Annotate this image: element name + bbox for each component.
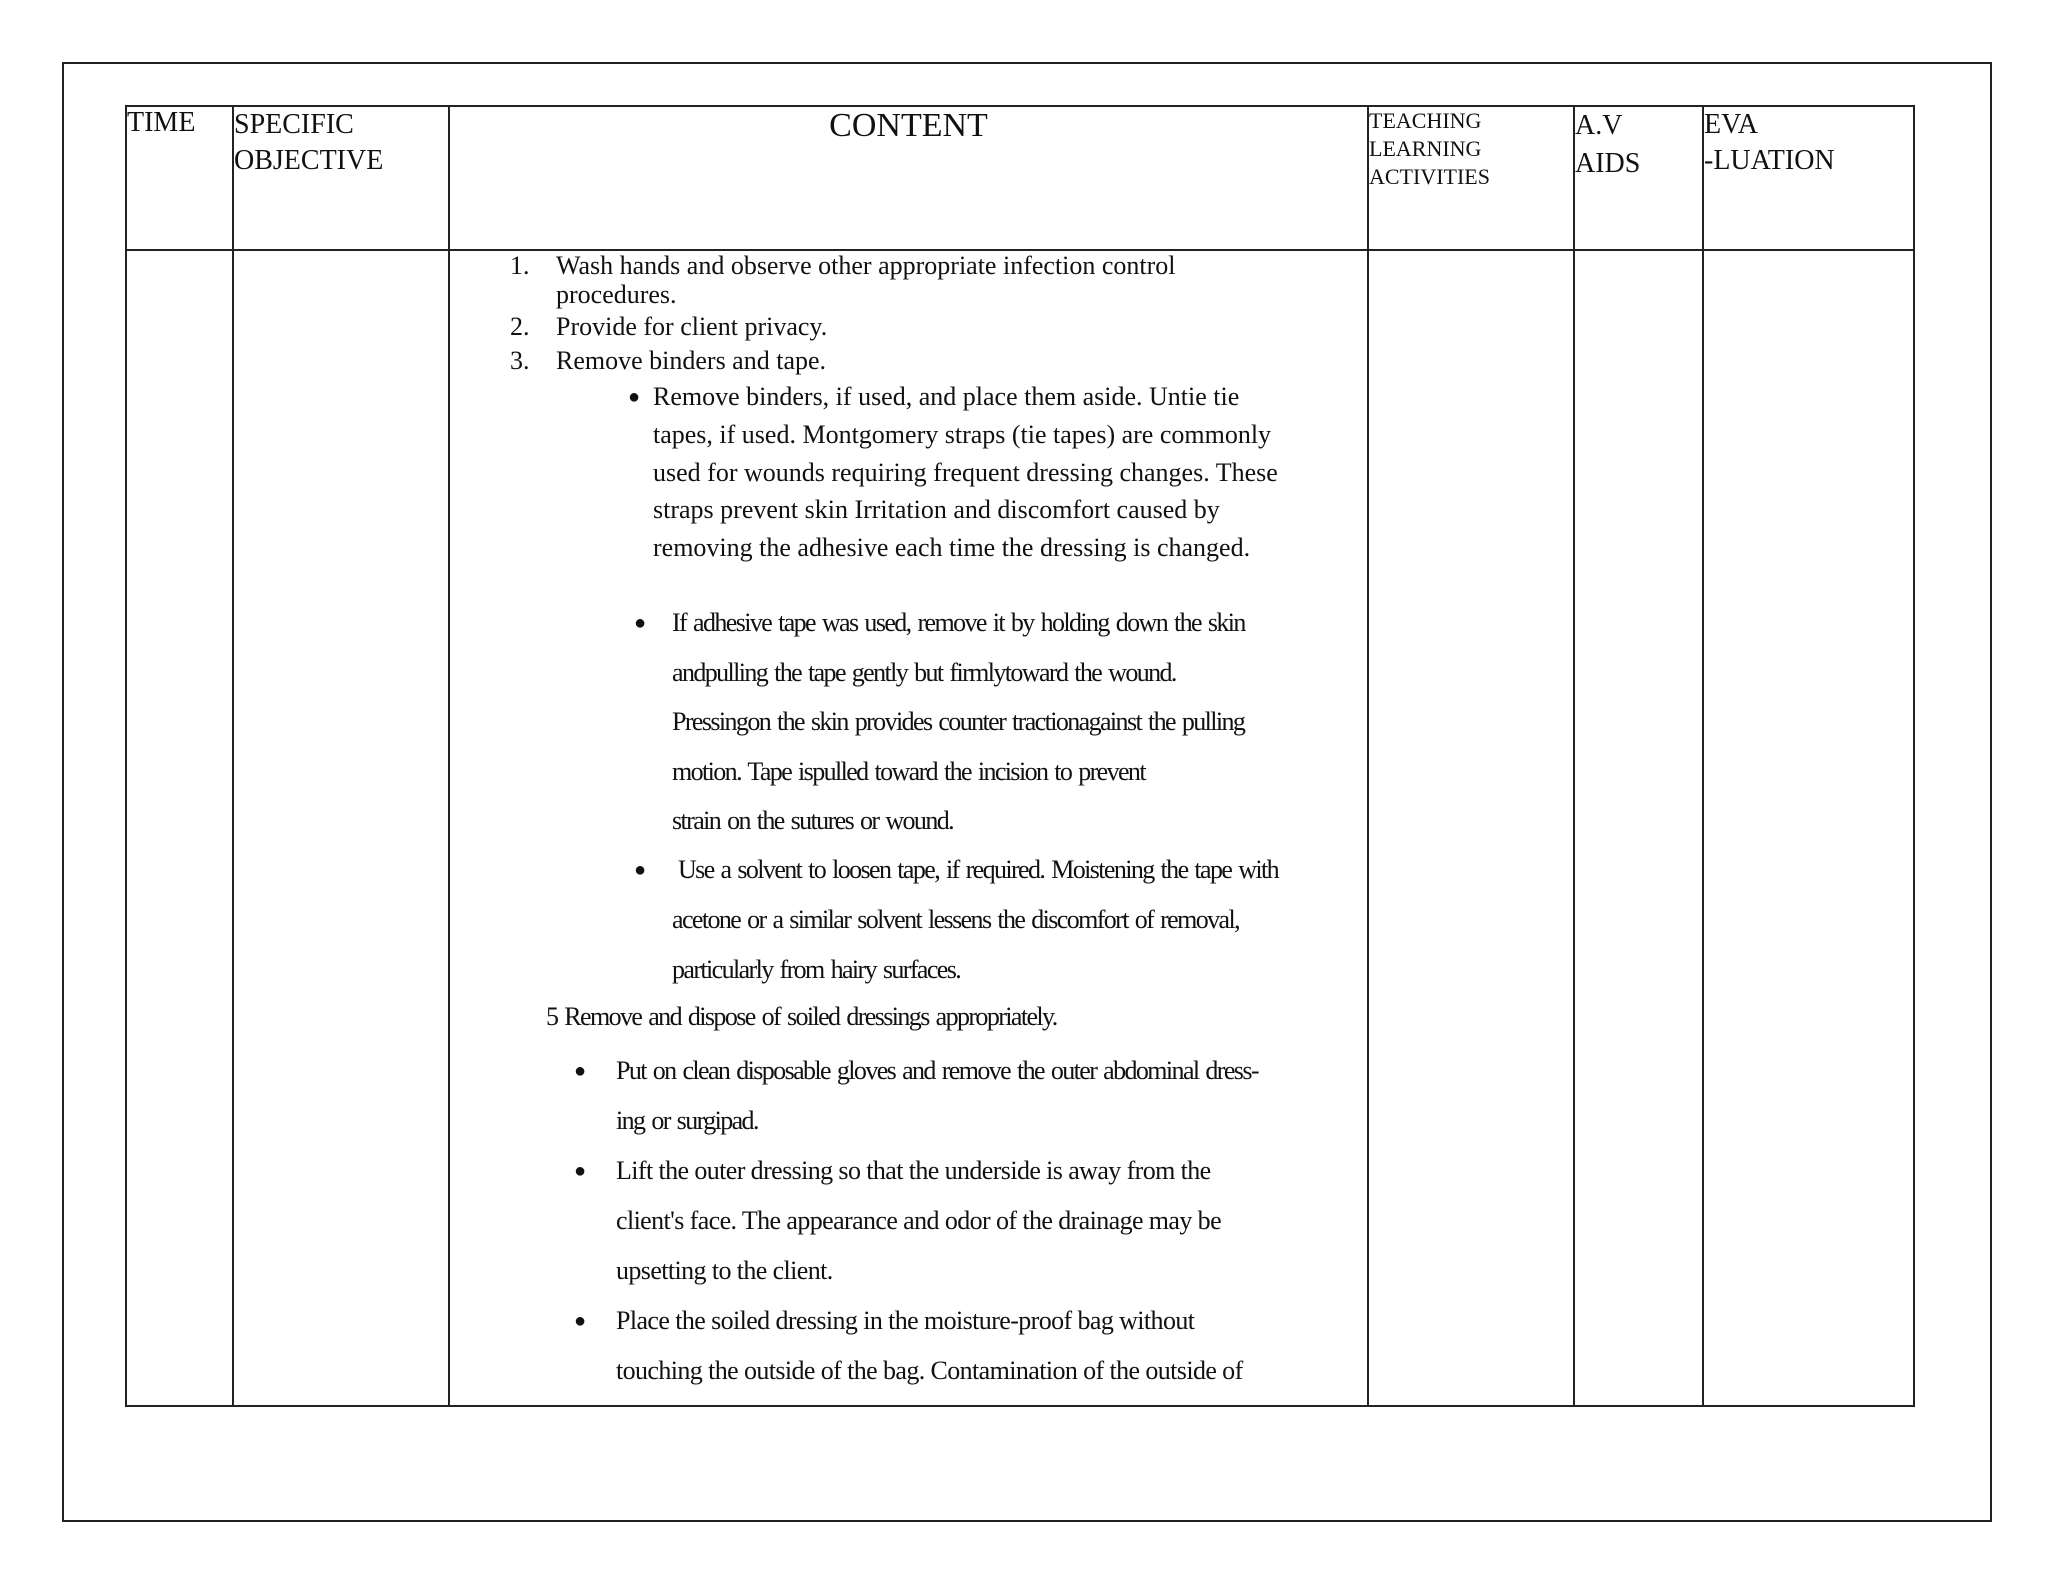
evaluation-cell <box>1703 250 1914 1406</box>
bullet-icon: ● <box>634 612 647 634</box>
lesson-plan-table <box>125 105 1915 1407</box>
bullet-text: Place the soiled dressing in the moisture-proof bag without <box>616 1306 1195 1335</box>
step-text: 5 Remove and dispose of soiled dressings appropriately. <box>546 1002 1057 1031</box>
step-number: 3. <box>510 346 530 375</box>
header-time: TIME <box>126 106 233 250</box>
bullet-text: strain on the sutures or wound. <box>672 806 954 835</box>
bullet-text: andpulling the tape gently but firmlytoward the wound. <box>672 658 1176 687</box>
bullet-text: Lift the outer dressing so that the underside is away from the <box>616 1156 1211 1185</box>
step-number: 2. <box>510 312 530 341</box>
bullet-text: ing or surgipad. <box>616 1106 758 1135</box>
bullet-text: removing the adhesive each time the dressing is changed. <box>653 533 1251 562</box>
time-cell <box>126 250 233 1406</box>
teaching-cell <box>1368 250 1574 1406</box>
bullet-text: motion. Tape ispulled toward the incision to prevent <box>672 757 1145 786</box>
bullet-text: tapes, if used. Montgomery straps (tie tapes) are commonly <box>653 420 1272 449</box>
body-row <box>126 250 1914 1406</box>
bullet-icon: ● <box>574 1160 587 1182</box>
bullet-icon: ● <box>634 859 647 881</box>
header-content: CONTENT <box>449 106 1368 250</box>
bullet-text: If adhesive tape was used, remove it by holding down the skin <box>672 608 1245 637</box>
bullet-icon: ● <box>574 1310 587 1332</box>
bullet-text: Put on clean disposable gloves and remove the outer abdominal dress- <box>616 1056 1258 1085</box>
header-teaching-learning-activities: TEACHING LEARNING ACTIVITIES <box>1368 106 1574 250</box>
objective-cell <box>233 250 449 1406</box>
bullet-text: Remove binders, if used, and place them aside. Untie tie <box>653 382 1240 411</box>
bullet-text: straps prevent skin Irritation and discomfort caused by <box>653 495 1220 524</box>
step-text: procedures. <box>556 280 677 309</box>
bullet-icon: ● <box>628 386 641 408</box>
content-cell <box>449 250 1368 1406</box>
step-text: Provide for client privacy. <box>556 312 828 341</box>
bullet-text: particularly from hairy surfaces. <box>672 955 961 984</box>
header-av-aids: A.V AIDS <box>1574 106 1703 250</box>
header-specific-objective: SPECIFIC OBJECTIVE <box>233 106 449 250</box>
step-number: 1. <box>510 251 530 280</box>
av-aids-cell <box>1574 250 1703 1406</box>
bullet-text: Pressingon the skin provides counter tractionagainst the pulling <box>672 707 1245 736</box>
step-text: Wash hands and observe other appropriate infection control <box>556 251 1176 280</box>
bullet-text: Use a solvent to loosen tape, if required. Moistening the tape with <box>678 855 1279 884</box>
step-text: Remove binders and tape. <box>556 346 827 375</box>
bullet-text: touching the outside of the bag. Contamination of the outside of <box>616 1356 1243 1385</box>
bullet-text: upsetting to the client. <box>616 1256 833 1285</box>
header-evaluation: EVA -LUATION <box>1703 106 1914 250</box>
bullet-text: used for wounds requiring frequent dressing changes. These <box>653 458 1278 487</box>
header-row <box>126 106 1914 250</box>
bullet-icon: ● <box>574 1060 587 1082</box>
bullet-text: acetone or a similar solvent lessens the discomfort of removal, <box>672 905 1240 934</box>
bullet-text: client's face. The appearance and odor of the drainage may be <box>616 1206 1222 1235</box>
